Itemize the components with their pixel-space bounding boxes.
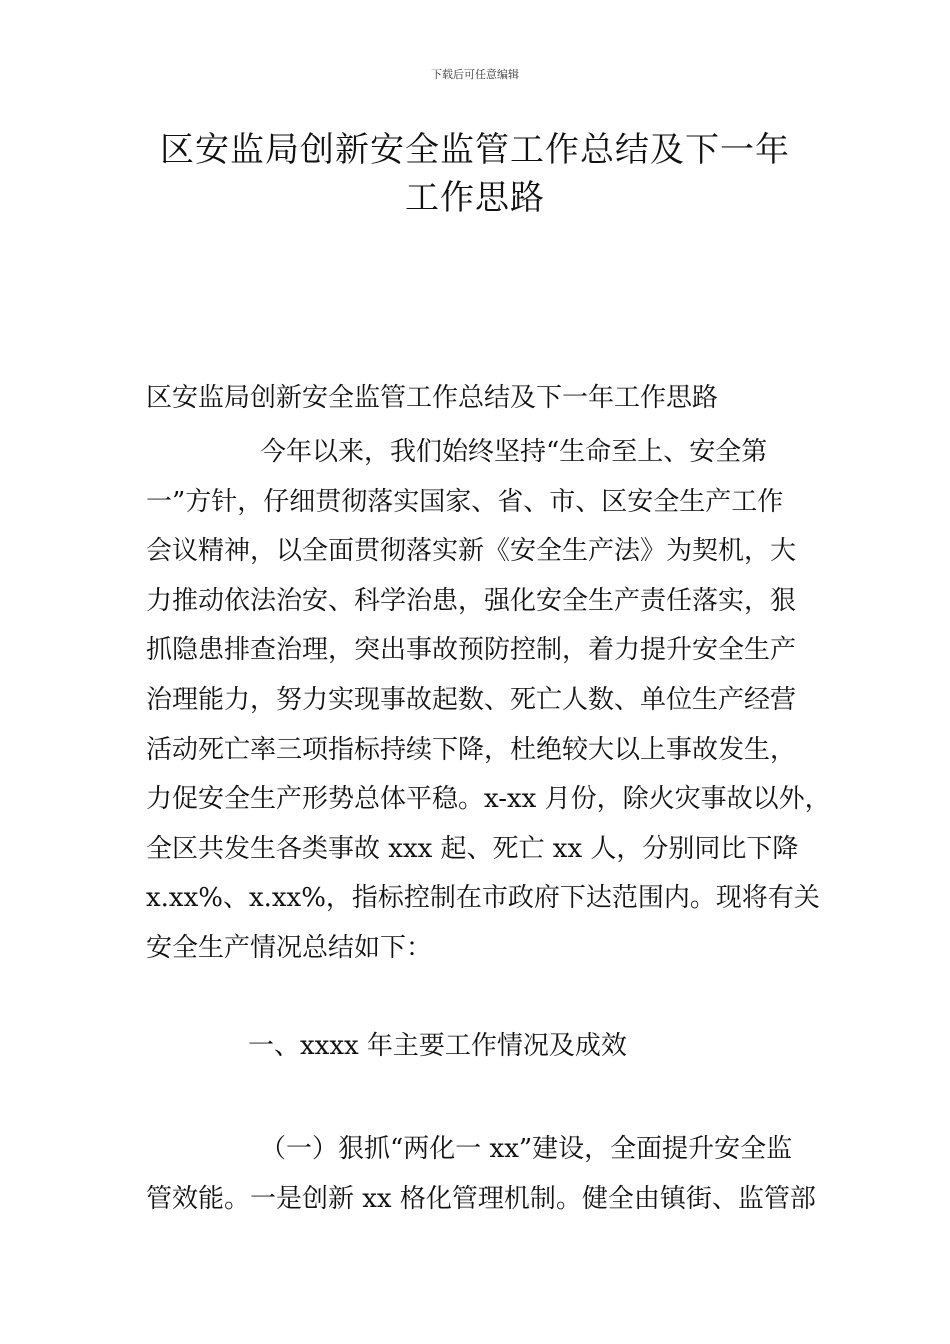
paragraph-line: （一）狠抓“两化一 xx”建设，全面提升安全监 [260,1134,793,1164]
paragraph-line: 安全生产情况总结如下： [146,932,433,963]
document-title-line-2: 工作思路 [405,178,545,218]
paragraph-line: 全区共发生各类事故 xxx 起、死亡 xx 人，分别同比下降 [146,833,799,864]
section-heading: 一、xxxx 年主要工作情况及成效 [248,1031,627,1061]
paragraph-line: 治理能力，努力实现事故起数、死亡人数、单位生产经营 [146,684,797,715]
paragraph-line: 力促安全生产形势总体平稳。x-xx 月份，除火灾事故以外， [146,784,831,815]
paragraph-line: 今年以来，我们始终坚持“生命至上、安全第 [260,437,768,467]
header-note: 下载后可任意编辑 [431,68,519,81]
document-subtitle: 区安监局创新安全监管工作总结及下一年工作思路 [146,383,719,413]
document-title [100,126,850,222]
paragraph-line: 力推动依法治安、科学治患，强化安全生产责任落实，狠 [146,585,797,616]
document-title-line-1: 区安监局创新安全监管工作总结及下一年 [160,130,790,170]
subsection-paragraph [146,1124,816,1224]
paragraph-line: x.xx%、x.xx%，指标控制在市政府下达范围内。现将有关 [146,883,820,914]
paragraph-line: 管效能。一是创新 xx 格化管理机制。健全由镇街、监管部 [146,1184,816,1214]
paragraph-line: 会议精神，以全面贯彻落实新《安全生产法》为契机，大 [146,536,797,567]
paragraph-line: 抓隐患排查治理，突出事故预防控制，着力提升安全生产 [146,635,797,666]
paragraph-line: 一”方针，仔细贯彻落实国家、省、市、区安全生产工作 [146,486,784,517]
intro-paragraph [146,428,831,974]
paragraph-line: 活动死亡率三项指标持续下降，杜绝较大以上事故发生， [146,734,797,765]
